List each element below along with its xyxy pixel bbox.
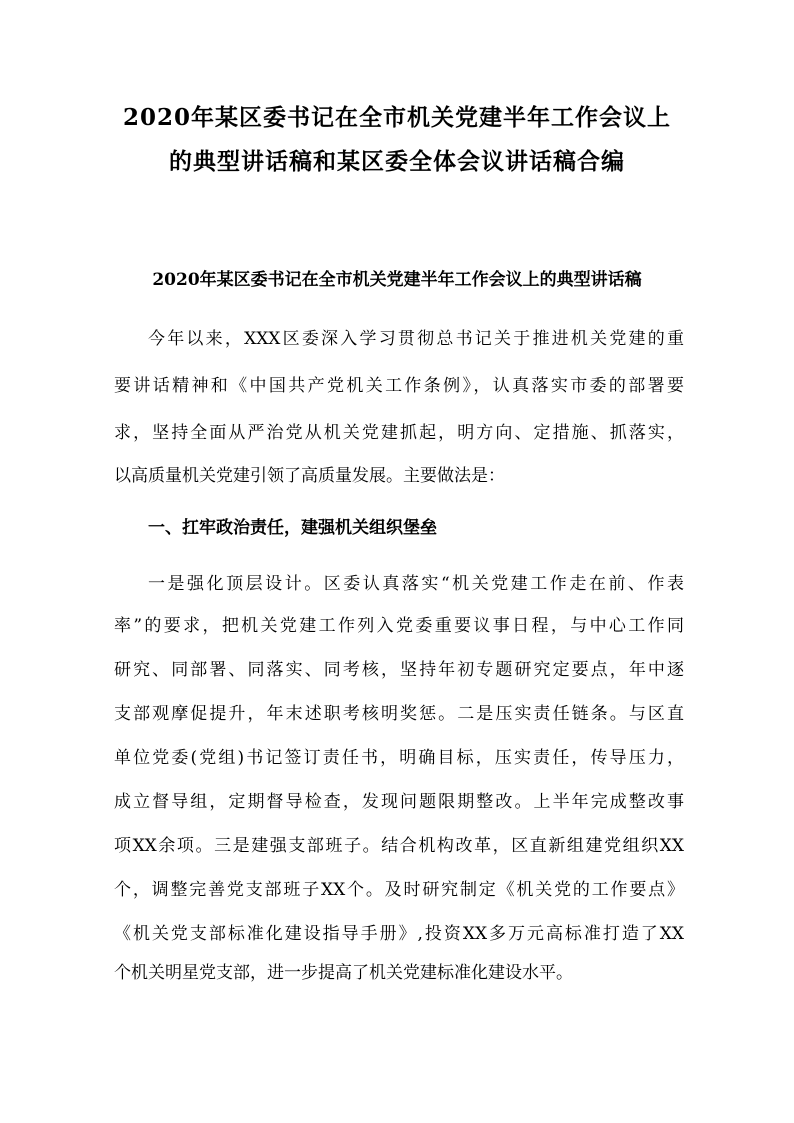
paragraph-2-line-10: 个机关明星党支部，进一步提高了机关党建标准化建设水平。 <box>114 963 573 983</box>
paragraph-2-line-5: 单位党委(党组)书记签订责任书，明确目标，压实责任，传导压力， <box>114 748 684 768</box>
document-title-line-2: 的典型讲话稿和某区委全体会议讲话稿合编 <box>169 148 625 175</box>
paragraph-1-line-1: 今年以来，XXX区委深入学习贯彻总书记关于推进机关党建的重 <box>148 329 684 349</box>
paragraph-1-line-2: 要讲话精神和《中国共产党机关工作条例》，认真落实市委的部署要 <box>114 376 684 396</box>
paragraph-2-line-7: 项XX余项。三是建强支部班子。结合机构改革，区直新组建党组织XX <box>114 836 684 856</box>
paragraph-2-line-2: 率”的要求，把机关党建工作列入党委重要议事日程，与中心工作同 <box>114 616 684 636</box>
paragraph-2-line-8: 个，调整完善党支部班子XX个。及时研究制定《机关党的工作要点》 <box>114 880 684 900</box>
paragraph-2-line-9: 《机关党支部标准化建设指导手册》,投资XX多万元高标准打造了XX <box>114 924 684 944</box>
speech-subtitle: 2020年某区委书记在全市机关党建半年工作会议上的典型讲话稿 <box>152 270 642 290</box>
document-title-line-1: 2020年某区委书记在全市机关党建半年工作会议上 <box>122 104 671 131</box>
paragraph-1-line-4: 以高质量机关党建引领了高质量发展。主要做法是： <box>114 466 505 486</box>
paragraph-2-line-3: 研究、同部署、同落实、同考核，坚持年初专题研究定要点，年中逐 <box>114 660 684 680</box>
paragraph-2-line-6: 成立督导组，定期督导检查，发现问题限期整改。上半年完成整改事 <box>114 792 684 812</box>
paragraph-2-line-1: 一是强化顶层设计。区委认真落实“机关党建工作走在前、作表 <box>148 574 684 594</box>
section-1-heading: 一、扛牢政治责任，建强机关组织堡垒 <box>148 518 437 538</box>
paragraph-1-line-3: 求，坚持全面从严治党从机关党建抓起，明方向、定措施、抓落实， <box>114 423 684 443</box>
paragraph-2-line-4: 支部观摩促提升，年末述职考核明奖惩。二是压实责任链条。与区直 <box>114 704 684 724</box>
